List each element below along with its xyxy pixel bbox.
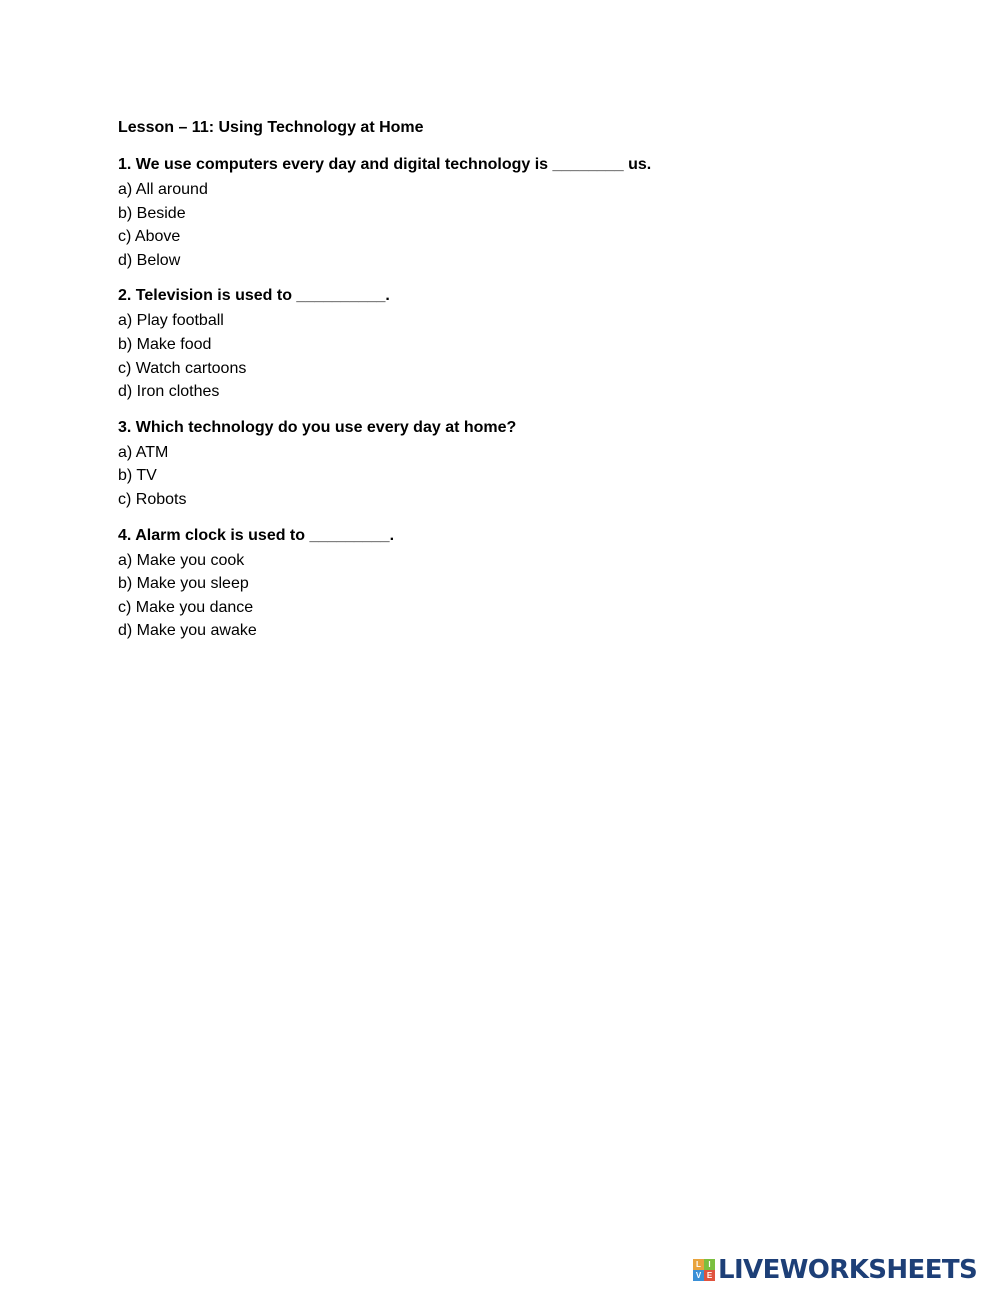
brand-text: LIVEWORKSHEETS [718,1255,978,1285]
logo-cell: E [704,1270,715,1281]
option-a: a) ATM [118,443,169,461]
question-2 [118,285,918,403]
logo-cell: V [693,1270,704,1281]
option-c: c) Robots [118,490,187,508]
liveworksheets-logo-icon [693,1259,715,1281]
question-text: 4. Alarm clock is used to _________. [118,526,395,544]
option-b: b) Make you sleep [118,575,249,593]
question-text: 1. We use computers every day and digital technology is ________ us. [118,156,652,173]
option-c: c) Above [118,228,181,246]
option-b: b) Beside [118,204,186,222]
option-c: c) Watch cartoons [118,359,247,377]
option-d: d) Below [118,251,181,269]
option-a: a) Make you cook [118,551,245,569]
liveworksheets-brand [693,1256,977,1284]
option-a: a) All around [118,181,208,198]
question-4 [118,525,918,643]
question-text: 2. Television is used to __________. [118,287,390,305]
option-d: d) Make you awake [118,622,257,640]
logo-cell: L [693,1259,704,1270]
option-c: c) Make you dance [118,598,254,616]
question-3 [118,417,918,512]
question-text: 3. Which technology do you use every day at home? [118,418,517,436]
option-d: d) Iron clothes [118,383,220,401]
option-b: b) TV [118,467,157,485]
option-b: b) Make food [118,335,212,353]
worksheet [118,117,918,656]
option-a: a) Play football [118,312,224,330]
lesson-title: Lesson – 11: Using Technology at Home [118,119,424,136]
question-1 [118,154,918,272]
logo-cell: I [704,1259,715,1270]
